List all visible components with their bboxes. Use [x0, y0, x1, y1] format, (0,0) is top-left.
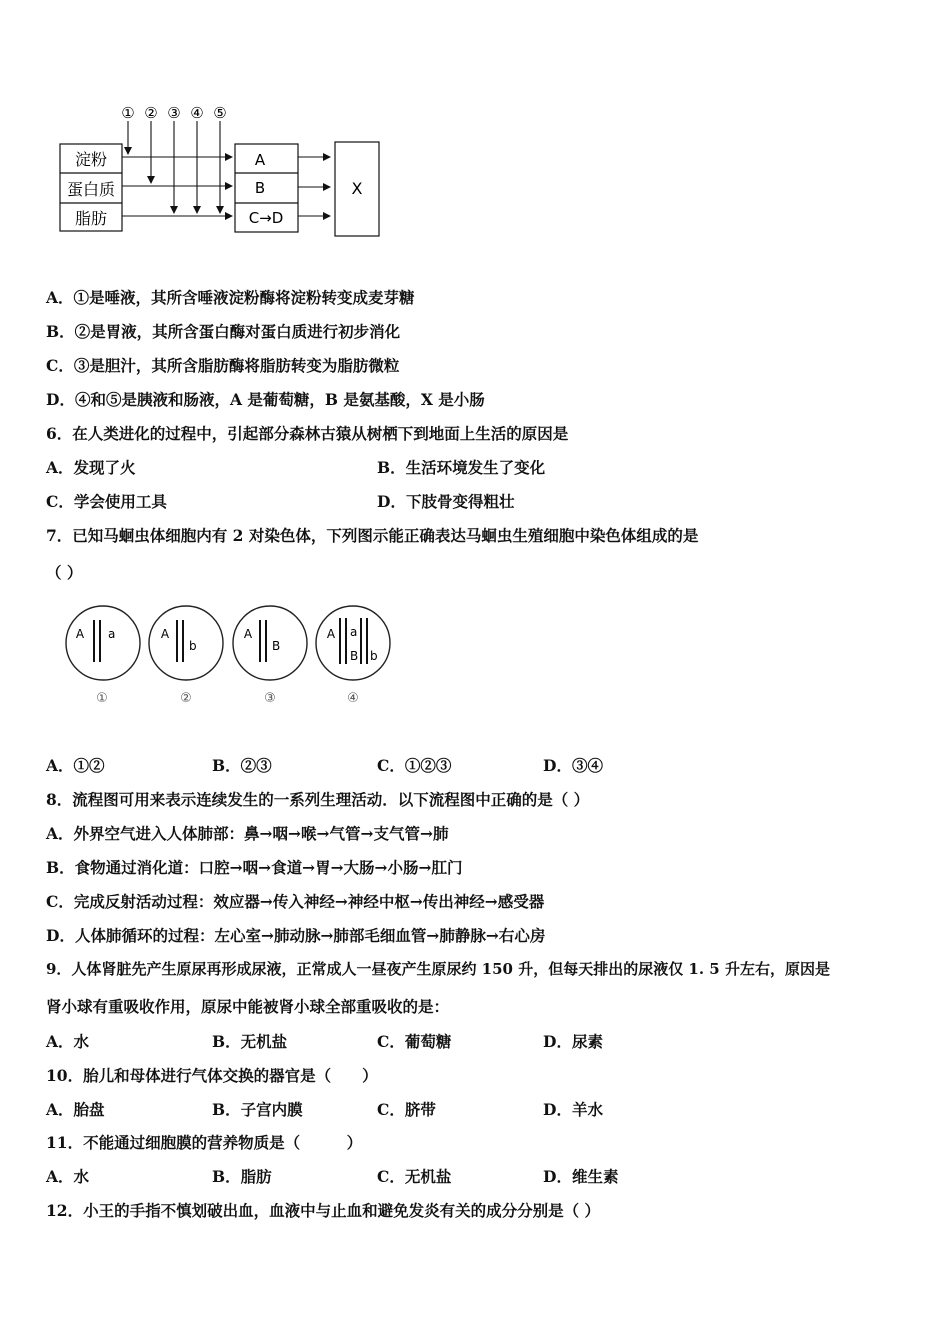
q5-option-a: A．①是唾液，其所含唾液淀粉酶将淀粉转变成麦芽糖: [46, 288, 415, 307]
q8-option-c: C．完成反射活动过程：效应器→传入神经→神经中枢→传出神经→感受器: [46, 892, 545, 911]
input-starch: 淀粉: [74, 150, 108, 169]
q11-option-c: C．无机盐: [377, 1167, 452, 1186]
q7-option-b: B．②③: [212, 756, 272, 775]
q7-stem: 7．已知马蛔虫体细胞内有 2 对染色体，下列图示能正确表达马蛔虫生殖细胞中染色体组成的是: [46, 526, 699, 545]
product-b: B: [254, 179, 266, 197]
cell4-label: ④: [347, 691, 359, 706]
q10-option-a: A．胎盘: [46, 1100, 105, 1119]
cell4-gene-b2: b: [370, 649, 378, 663]
q5-option-d: D．④和⑤是胰液和肠液，A 是葡萄糖，B 是氨基酸，X 是小肠: [46, 390, 485, 409]
q6-option-b: B．生活环境发生了变化: [377, 458, 546, 477]
q9-option-b: B．无机盐: [212, 1032, 288, 1051]
input-protein: 蛋白质: [66, 180, 116, 199]
q6-stem: 6．在人类进化的过程中，引起部分森林古猿从树栖下到地面上生活的原因是: [46, 424, 569, 443]
q11-option-b: B．脂肪: [212, 1167, 272, 1186]
label-4: ④: [190, 104, 204, 122]
q6-option-a: A．发现了火: [46, 458, 136, 477]
input-fat: 脂肪: [74, 209, 108, 228]
q5-option-b: B．②是胃液，其所含蛋白酶对蛋白质进行初步消化: [46, 322, 401, 341]
cell1-gene-a: A: [75, 627, 85, 641]
label-3: ③: [167, 104, 181, 122]
q8-stem: 8．流程图可用来表示连续发生的一系列生理活动．以下流程图中正确的是（ ）: [46, 790, 590, 809]
q10-option-b: B．子宫内膜: [212, 1100, 303, 1119]
chromosome-diagram: [50, 600, 470, 710]
cell2-gene-b: b: [189, 639, 197, 653]
q9-stem-line2: 肾小球有重吸收作用，原尿中能被肾小球全部重吸收的是：: [46, 997, 450, 1016]
cell4-gene-a2: a: [350, 625, 358, 639]
q7-paren: （ ）: [46, 563, 83, 582]
cell1-label: ①: [96, 691, 108, 706]
q9-stem-line1: 9．人体肾脏先产生原尿再形成尿液，正常成人一昼夜产生原尿约 150 升，但每天排出的尿液仅 1. 5 升左右，原因是: [46, 960, 830, 978]
q10-option-d: D．羊水: [543, 1100, 603, 1119]
label-5: ⑤: [213, 104, 227, 122]
result-x: X: [351, 179, 363, 198]
q8-option-a: A．外界空气进入人体肺部：鼻→咽→喉→气管→支气管→肺: [46, 824, 449, 843]
digestion-diagram: [0, 0, 400, 250]
product-a: A: [254, 151, 266, 169]
q8-option-b: B．食物通过消化道：口腔→咽→食道→胃→大肠→小肠→肛门: [46, 858, 463, 877]
q7-option-a: A．①②: [46, 756, 105, 775]
cell3-gene-b: B: [272, 639, 281, 653]
cell1-gene-b: a: [108, 627, 116, 641]
q8-option-d: D．人体肺循环的过程：左心室→肺动脉→肺部毛细血管→肺静脉→右心房: [46, 926, 546, 945]
q6-option-c: C．学会使用工具: [46, 492, 167, 511]
q12-stem: 12．小王的手指不慎划破出血，血液中与止血和避免发炎有关的成分分别是（ ）: [46, 1201, 600, 1220]
cell2-label: ②: [180, 691, 192, 706]
cell4-gene-b: B: [350, 649, 359, 663]
cell3-label: ③: [264, 691, 276, 706]
q10-option-c: C．脐带: [377, 1100, 436, 1119]
q9-option-d: D．尿素: [543, 1032, 603, 1051]
q6-option-d: D．下肢骨变得粗壮: [377, 492, 515, 511]
label-2: ②: [144, 104, 158, 122]
q11-option-d: D．维生素: [543, 1167, 619, 1186]
cell2-gene-a: A: [160, 627, 170, 641]
q9-option-a: A．水: [46, 1032, 90, 1051]
q10-stem: 10．胎儿和母体进行气体交换的器官是（ ）: [46, 1066, 378, 1085]
q7-option-c: C．①②③: [377, 756, 452, 775]
q11-option-a: A．水: [46, 1167, 90, 1186]
q11-stem: 11．不能通过细胞膜的营养物质是（ ）: [46, 1133, 363, 1152]
product-c-d: C→D: [248, 209, 284, 227]
cell4-gene-a: A: [326, 627, 336, 641]
q5-option-c: C．③是胆汁，其所含脂肪酶将脂肪转变为脂肪微粒: [46, 356, 400, 375]
q7-option-d: D．③④: [543, 756, 603, 775]
label-1: ①: [121, 104, 135, 122]
q9-option-c: C．葡萄糖: [377, 1032, 452, 1051]
cell3-gene-a: A: [243, 627, 253, 641]
